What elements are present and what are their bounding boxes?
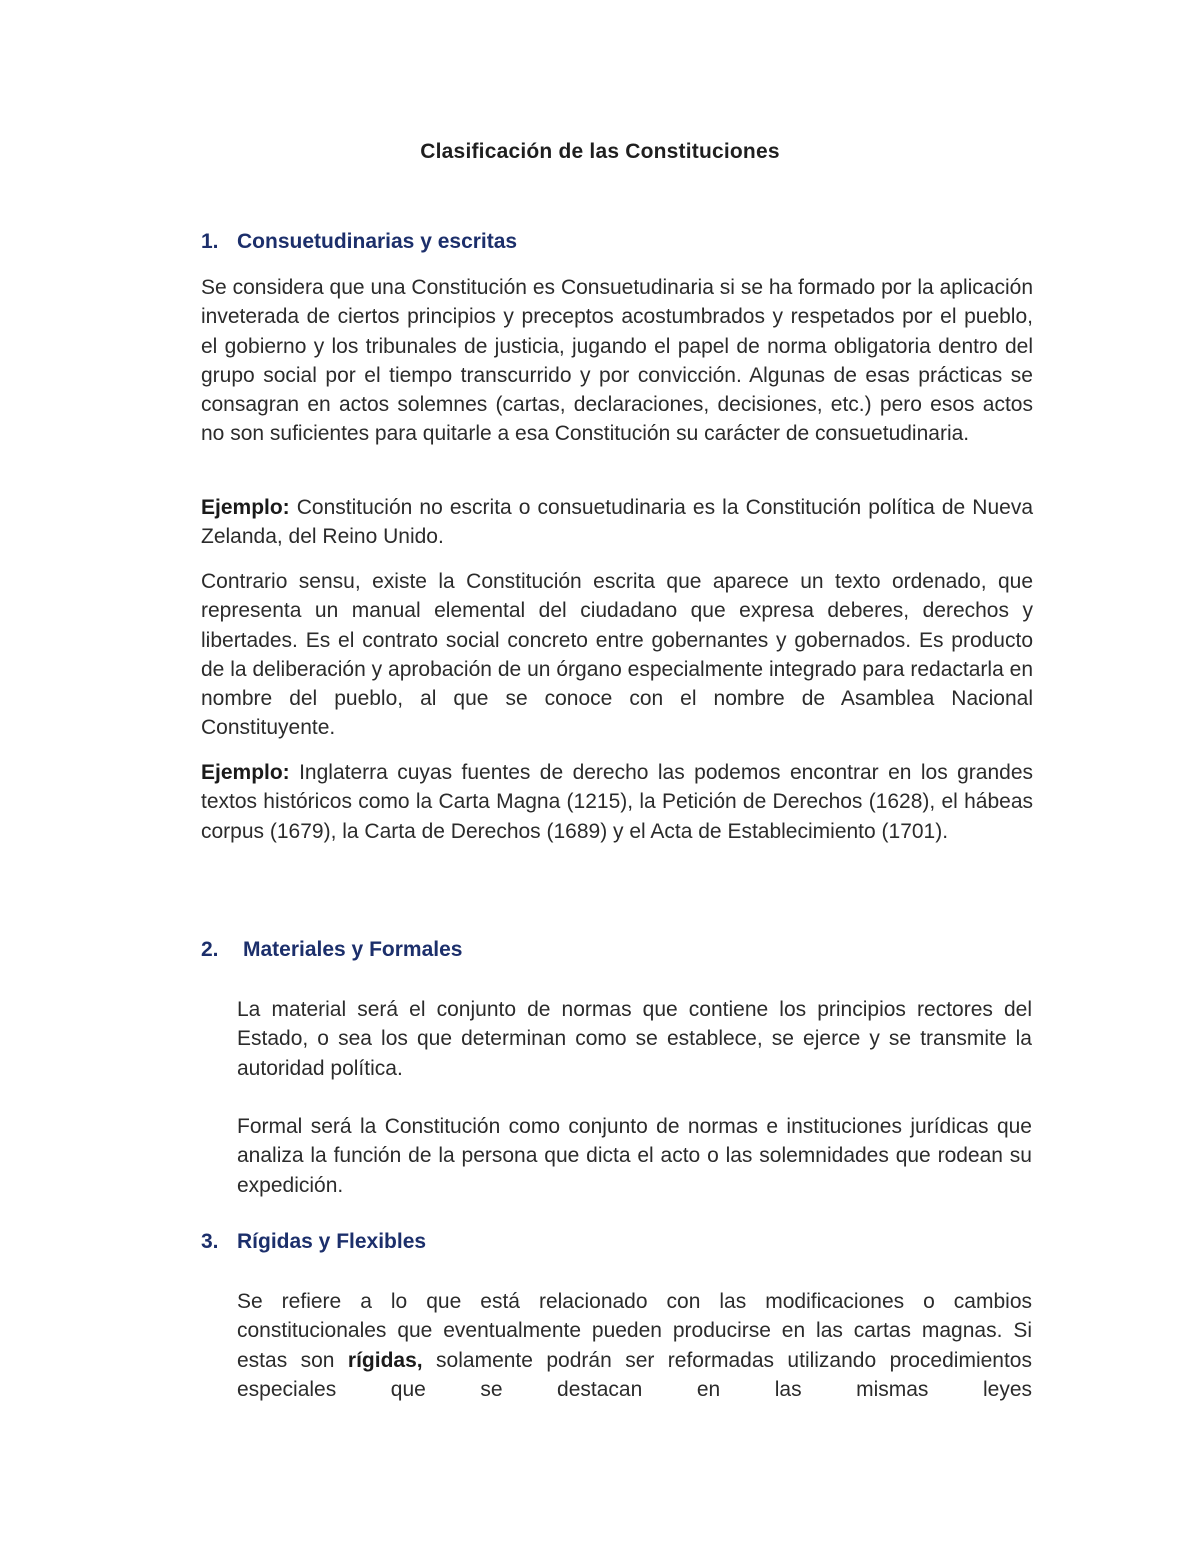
section-2-title: Materiales y Formales <box>243 938 463 961</box>
section-1-number: 1. <box>201 230 219 253</box>
example-label: Ejemplo: <box>201 496 290 519</box>
section-1-paragraph-1: Se considera que una Constitución es Consuetudinaria si se ha formado por la aplicación inveterada de ciertos principios y preceptos acostumbrados y respetados por el pueblo, el gobierno y los tribunales de justicia, jugando el papel de norma obligatoria dentro del grupo social por el tiempo transcurrido y por convicción. Algunas de esas prácticas se consagran en actos solemnes (cartas, declaraciones, decisiones, etc.) pero esos actos no son suficientes para quitarle a esa Constitución su carácter de consuetudinaria. <box>201 276 1033 446</box>
section-2-heading <box>201 938 462 962</box>
section-1-example-1 <box>201 493 1033 552</box>
section-1-paragraph-2: Contrario sensu, existe la Constitución escrita que aparece un texto ordenado, que representa un manual elemental del ciudadano que expresa deberes, derechos y libertades. Es el contrato social concreto entre gobernantes y gobernados. Es producto de la deliberación y aprobación de un órgano especialmente integrado para redactarla en nombre del pueblo, al que se conoce con el nombre de Asamblea Nacional Constituyente. <box>201 570 1033 740</box>
page-title: Clasificación de las Constituciones <box>420 140 780 163</box>
section-1-heading <box>201 230 517 254</box>
section-1-example-2 <box>201 758 1033 846</box>
section-3-number: 3. <box>201 1230 219 1253</box>
example-text: Constitución no escrita o consuetudinaria es la Constitución política de Nueva Zelanda, del Reino Unido. <box>201 496 1033 549</box>
section-2-paragraph-1: La material será el conjunto de normas que contiene los principios rectores del Estado, o sea los que determinan como se establece, se ejerce y se transmite la autoridad política. <box>237 998 1032 1080</box>
paragraph-text-end: solamente podrán ser reformadas utilizando procedimientos especiales que se destacan en las mismas leyes <box>237 1348 1032 1401</box>
paragraph-text-start: Se refiere a lo que está relacionado con las modificaciones o cambios constitucionales que eventualmente pueden producirse en las cartas magnas. Si estas son <box>237 1290 1032 1372</box>
section-1-title: Consuetudinarias y escritas <box>237 230 518 253</box>
example-label: Ejemplo: <box>201 761 290 784</box>
section-3-title: Rígidas y Flexibles <box>237 1230 427 1253</box>
section-3-heading <box>201 1230 426 1254</box>
section-2-paragraph-2: Formal será la Constitución como conjunto de normas e instituciones jurídicas que analiza la función de la persona que dicta el acto o las solemnidades que rodean su expedición. <box>237 1115 1032 1197</box>
section-3-paragraph-1 <box>237 1287 1032 1404</box>
example-text: Inglaterra cuyas fuentes de derecho las podemos encontrar en los grandes textos históricos como la Carta Magna (1215), la Petición de Derechos (1628), el hábeas corpus (1679), la Carta de Derechos (1689) y el Acta de Establecimiento (1701). <box>201 761 1033 843</box>
rigidas-term: rígidas, <box>347 1348 423 1372</box>
section-2-number: 2. <box>201 938 219 961</box>
